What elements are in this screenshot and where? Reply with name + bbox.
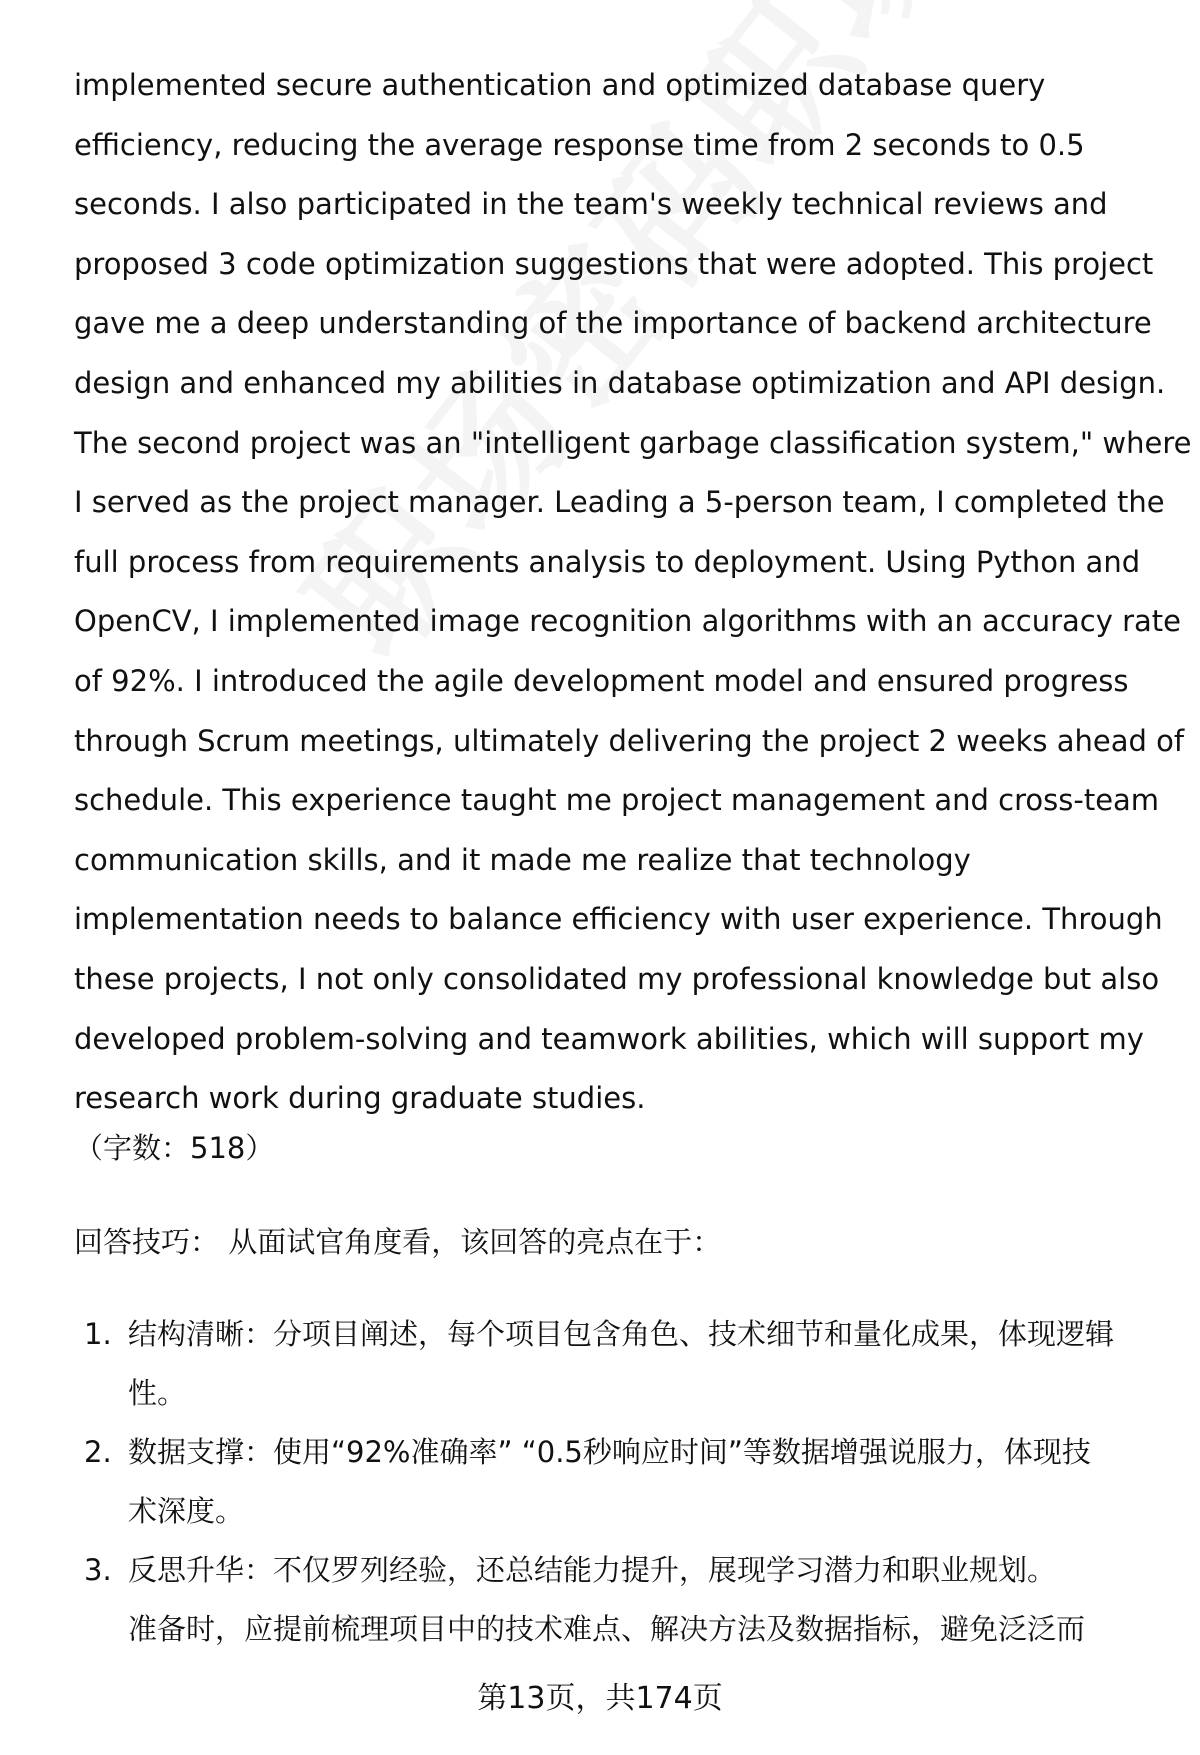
paragraph-line: implementation needs to balance efficiency with user experience. Through	[74, 902, 1163, 937]
paragraph-line: efficiency, reducing the average response time from 2 seconds to 0.5	[74, 127, 1085, 162]
paragraph-line: schedule. This experience taught me project management and cross-team	[74, 783, 1160, 818]
paragraph-line: seconds. I also participated in the team's weekly technical reviews and	[74, 187, 1108, 222]
paragraph-line: implemented secure authentication and optimized database query	[74, 68, 1046, 102]
paragraph-line: communication skills, and it made me realize that technology	[74, 842, 971, 877]
tip-number: 2.	[84, 1435, 112, 1469]
tip-text-line: 结构清晰：分项目阐述，每个项目包含角色、技术细节和量化成果，体现逻辑	[128, 1317, 1115, 1351]
tip-text-line: 准备时，应提前梳理项目中的技术难点、解决方法及数据指标，避免泛泛而	[128, 1612, 1086, 1646]
paragraph-line: through Scrum meetings, ultimately delivering the project 2 weeks ahead of	[74, 723, 1185, 758]
tip-text-line: 性。	[128, 1376, 187, 1410]
answer-paragraph	[74, 56, 1192, 1129]
tip-text-line: 术深度。	[128, 1494, 245, 1528]
paragraph-line: research work during graduate studies.	[74, 1081, 646, 1116]
tips-heading: 回答技巧： 从面试官角度看，该回答的亮点在于：	[74, 1225, 722, 1259]
paragraph-line: The second project was an "intelligent garbage classification system," where	[74, 425, 1192, 460]
word-count: （字数：518）	[74, 1131, 275, 1165]
paragraph-line: I served as the project manager. Leading a 5-person team, I completed the	[74, 485, 1165, 520]
paragraph-line: design and enhanced my abilities in database optimization and API design.	[74, 365, 1166, 400]
paragraph-line: these projects, I not only consolidated my professional knowledge but also	[74, 961, 1160, 996]
tip-number: 1.	[84, 1317, 112, 1351]
tip-text-line: 数据支撑：使用“92%准确率” “0.5秒响应时间”等数据增强说服力，体现技	[128, 1435, 1091, 1469]
tip-number: 3.	[84, 1553, 112, 1587]
tip-text-line: 反思升华：不仅罗列经验，还总结能力提升，展现学习潜力和职业规划。	[128, 1553, 1057, 1587]
paragraph-line: developed problem-solving and teamwork abilities, which will support my	[74, 1021, 1144, 1056]
paragraph-line: of 92%. I introduced the agile development model and ensured progress	[74, 663, 1129, 698]
tip-item	[74, 1305, 1164, 1423]
paragraph-line: proposed 3 code optimization suggestions that were adopted. This project	[74, 246, 1154, 281]
tip-item	[74, 1541, 1164, 1659]
page-number: 第13页，共174页	[477, 1681, 723, 1716]
paragraph-line: gave me a deep understanding of the importance of backend architecture	[74, 306, 1152, 341]
tip-item	[74, 1423, 1164, 1541]
paragraph-line: full process from requirements analysis to deployment. Using Python and	[74, 544, 1141, 579]
tips-list	[74, 1305, 1164, 1659]
paragraph-line: OpenCV, I implemented image recognition algorithms with an accuracy rate	[74, 604, 1182, 639]
